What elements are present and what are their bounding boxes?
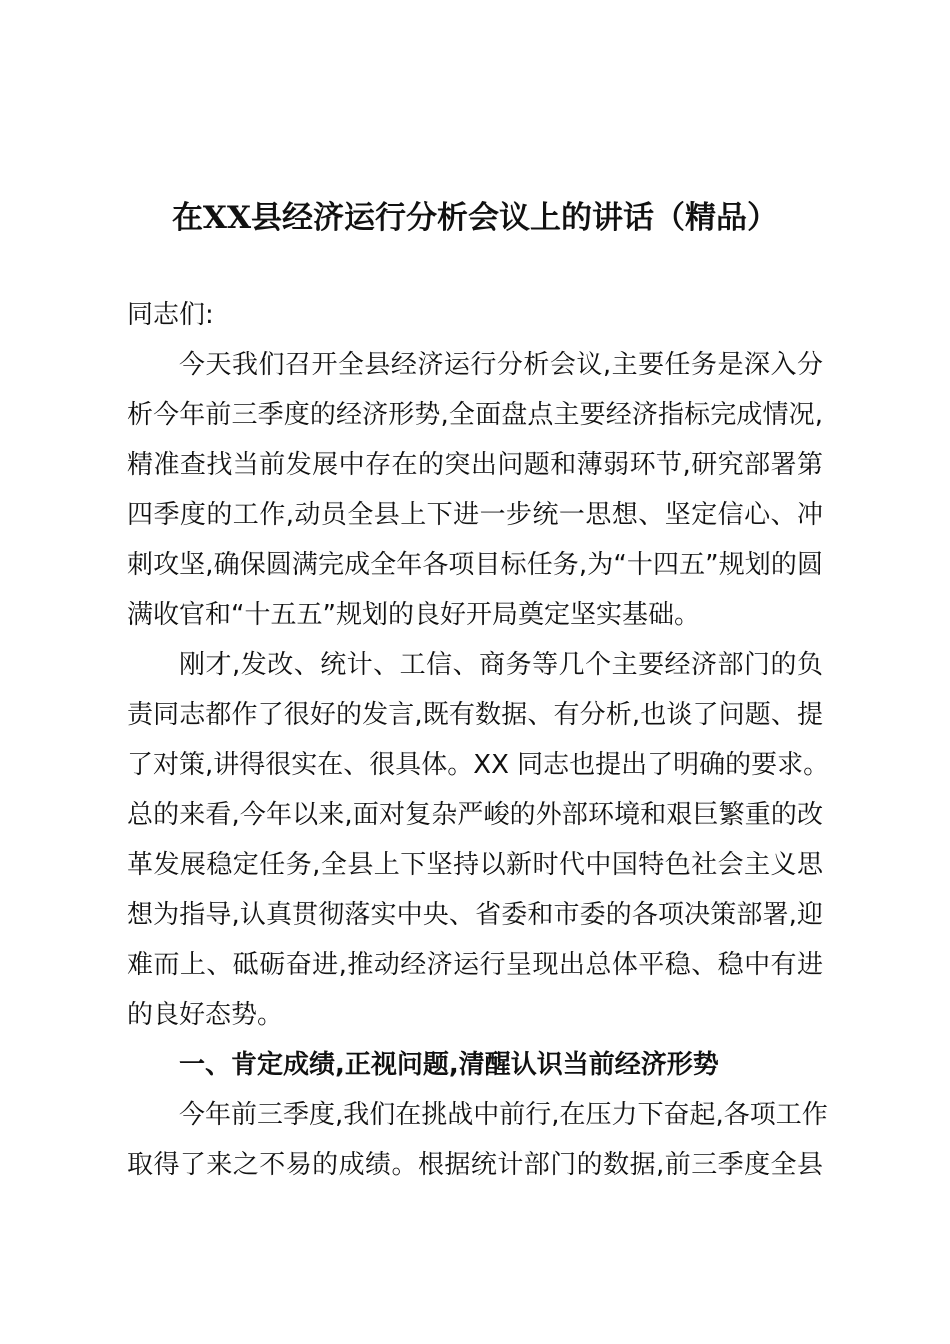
text-line: 今年前三季度,我们在挑战中前行,在压力下奋起,各项工作 [179, 1100, 828, 1130]
text-line: 精准查找当前发展中存在的突出问题和薄弱环节,研究部署第 [127, 450, 823, 480]
paragraph-3 [127, 1090, 828, 1190]
text-line: 了对策,讲得很实在、很具体。XX 同志也提出了明确的要求。 [127, 750, 830, 780]
text-line: 难而上、砥砺奋进,推动经济运行呈现出总体平稳、稳中有进 [127, 950, 823, 980]
paragraph-1 [127, 340, 823, 640]
text-line: 的良好态势。 [127, 1000, 284, 1030]
text-line: 革发展稳定任务,全县上下坚持以新时代中国特色社会主义思 [127, 850, 823, 880]
text-line: 刚才,发改、统计、工信、商务等几个主要经济部门的负 [179, 650, 823, 680]
text-line: 四季度的工作,动员全县上下进一步统一思想、坚定信心、冲 [127, 500, 823, 530]
text-line: 取得了来之不易的成绩。根据统计部门的数据,前三季度全县 [127, 1150, 823, 1180]
text-line: 满收官和“十五五”规划的良好开局奠定坚实基础。 [127, 600, 700, 630]
text-line: 刺攻坚,确保圆满完成全年各项目标任务,为“十四五”规划的圆 [127, 550, 823, 580]
text-line: 今天我们召开全县经济运行分析会议,主要任务是深入分 [179, 350, 823, 380]
text-line: 想为指导,认真贯彻落实中央、省委和市委的各项决策部署,迎 [127, 900, 823, 930]
section-heading: 一、肯定成绩,正视问题,清醒认识当前经济形势 [179, 1050, 719, 1080]
text-line: 总的来看,今年以来,面对复杂严峻的外部环境和艰巨繁重的改 [127, 800, 823, 830]
document-title: 在XX县经济运行分析会议上的讲话（精品） [171, 200, 779, 236]
salutation: 同志们: [127, 300, 214, 330]
text-line: 责同志都作了很好的发言,既有数据、有分析,也谈了问题、提 [127, 700, 823, 730]
paragraph-2 [127, 640, 830, 1040]
document-body [127, 290, 830, 1190]
text-line: 析今年前三季度的经济形势,全面盘点主要经济指标完成情况, [127, 400, 823, 430]
